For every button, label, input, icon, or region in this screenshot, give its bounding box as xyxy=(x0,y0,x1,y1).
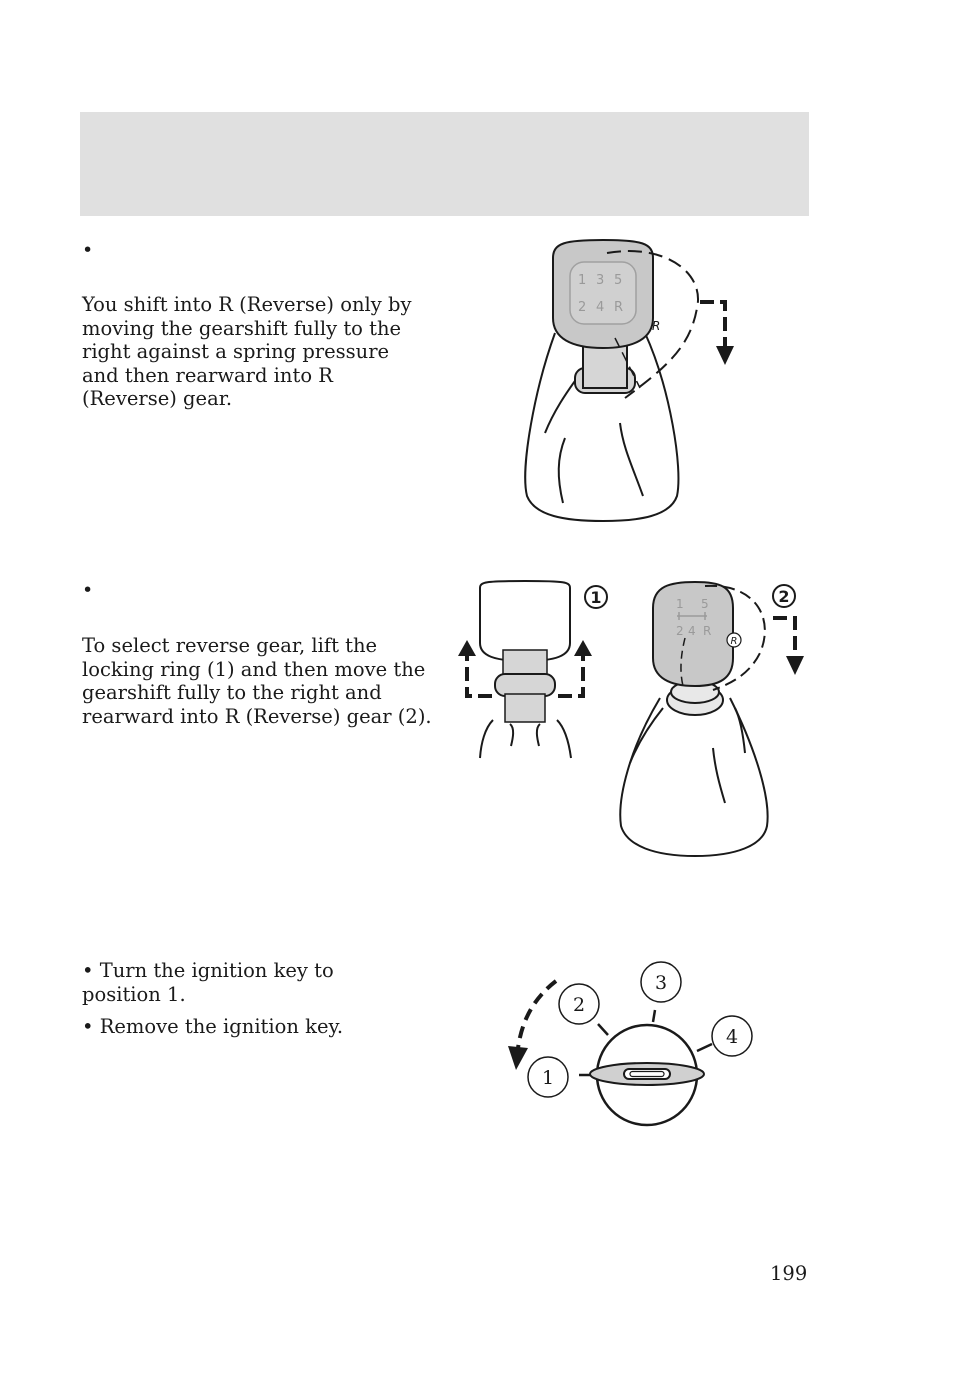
ignition-switch-figure xyxy=(500,958,765,1133)
chapter-header-band xyxy=(80,112,809,216)
gear-label: 4 xyxy=(688,624,696,638)
callout-2: 2 xyxy=(778,587,790,606)
gear-label: 3 xyxy=(596,273,605,288)
gear-label: 2 xyxy=(676,624,684,638)
gearshift-reverse-figure xyxy=(515,238,750,528)
reverse-mark: R xyxy=(652,319,661,333)
list-item: • Turn the ignition key to position 1. xyxy=(82,959,334,1006)
reverse-shift-paragraph: You shift into R (Reverse) only by moving the gearshift fully to the right against a spring pressure and then rearward into R (Reverse) gear. xyxy=(82,293,412,410)
bullet-marker: • xyxy=(82,239,94,261)
locking-ring-paragraph: To select reverse gear, lift the locking ring (1) and then move the gearshift fully to the right and rearward into R (Reverse) gear (2). xyxy=(82,634,432,728)
reverse-mark: R xyxy=(730,636,738,647)
locking-ring-figure xyxy=(455,578,615,763)
gear-label: R xyxy=(614,300,624,315)
gearshift-locking-figure xyxy=(615,578,810,863)
gear-label: 4 xyxy=(596,300,605,315)
position-3-label: 3 xyxy=(654,972,668,994)
gear-label: 2 xyxy=(578,300,587,315)
callout-1: 1 xyxy=(590,588,602,607)
position-4-label: 4 xyxy=(725,1026,739,1048)
gear-label: 5 xyxy=(614,273,623,288)
page-number: 199 xyxy=(770,1262,808,1285)
position-1-label: 1 xyxy=(541,1067,555,1089)
gear-label: 1 xyxy=(676,597,684,611)
gear-label: R xyxy=(703,624,712,638)
shift-direction-arrow-icon xyxy=(700,302,734,365)
ignition-steps-list xyxy=(82,959,382,1048)
bullet-marker: • xyxy=(82,579,94,601)
position-2-label: 2 xyxy=(572,994,586,1016)
gear-label: 1 xyxy=(578,273,587,288)
gear-label: 5 xyxy=(701,597,709,611)
list-item: • Remove the ignition key. xyxy=(82,1015,344,1038)
shift-direction-arrow-icon xyxy=(773,618,804,675)
